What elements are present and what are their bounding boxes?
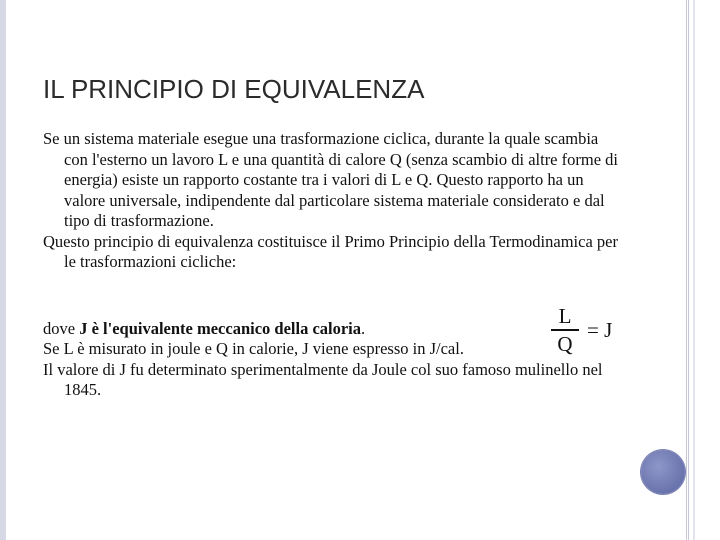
slide-body <box>43 129 623 401</box>
formula-equals-j: = J <box>587 317 613 342</box>
paragraph-j-definition <box>43 319 623 340</box>
right-border-decoration <box>686 0 720 540</box>
paragraph-history: Il valore di J fu determinato sperimentalmente da Joule col suo famoso mulinello nel 1845. <box>43 359 603 399</box>
formula-numerator: L <box>558 304 572 328</box>
slide-title: IL PRINCIPIO DI EQUIVALENZA <box>43 74 425 104</box>
left-border-decoration <box>0 0 6 540</box>
equivalence-formula <box>551 305 612 355</box>
formula-denominator: Q <box>557 332 573 356</box>
paragraph-units: Se L è misurato in joule e Q in calorie, J viene espresso in J/cal. <box>43 339 464 358</box>
j-definition-prefix: dove <box>43 318 80 338</box>
paragraph-principle: Questo principio di equivalenza costituisce il Primo Principio della Termodinamica per le trasformazioni cicliche: <box>43 231 618 271</box>
formula-fraction <box>551 305 579 355</box>
j-definition-suffix: . <box>361 318 366 338</box>
paragraph-definition: Se un sistema materiale esegue una trasformazione ciclica, durante la quale scambia con l'esterno un lavoro L e una quantità di calore Q (senza scambio di altre forme di energia) esiste un rapporto costante tra i valori di L e Q. Questo rapporto ha un valore universale, indipendente dal particolare sistema materiale considerato e dal tipo di trasformazione. <box>43 129 618 230</box>
j-definition-bold: J è l'equivalente meccanico della caloria <box>79 318 362 338</box>
decorative-circle-icon <box>641 450 685 494</box>
